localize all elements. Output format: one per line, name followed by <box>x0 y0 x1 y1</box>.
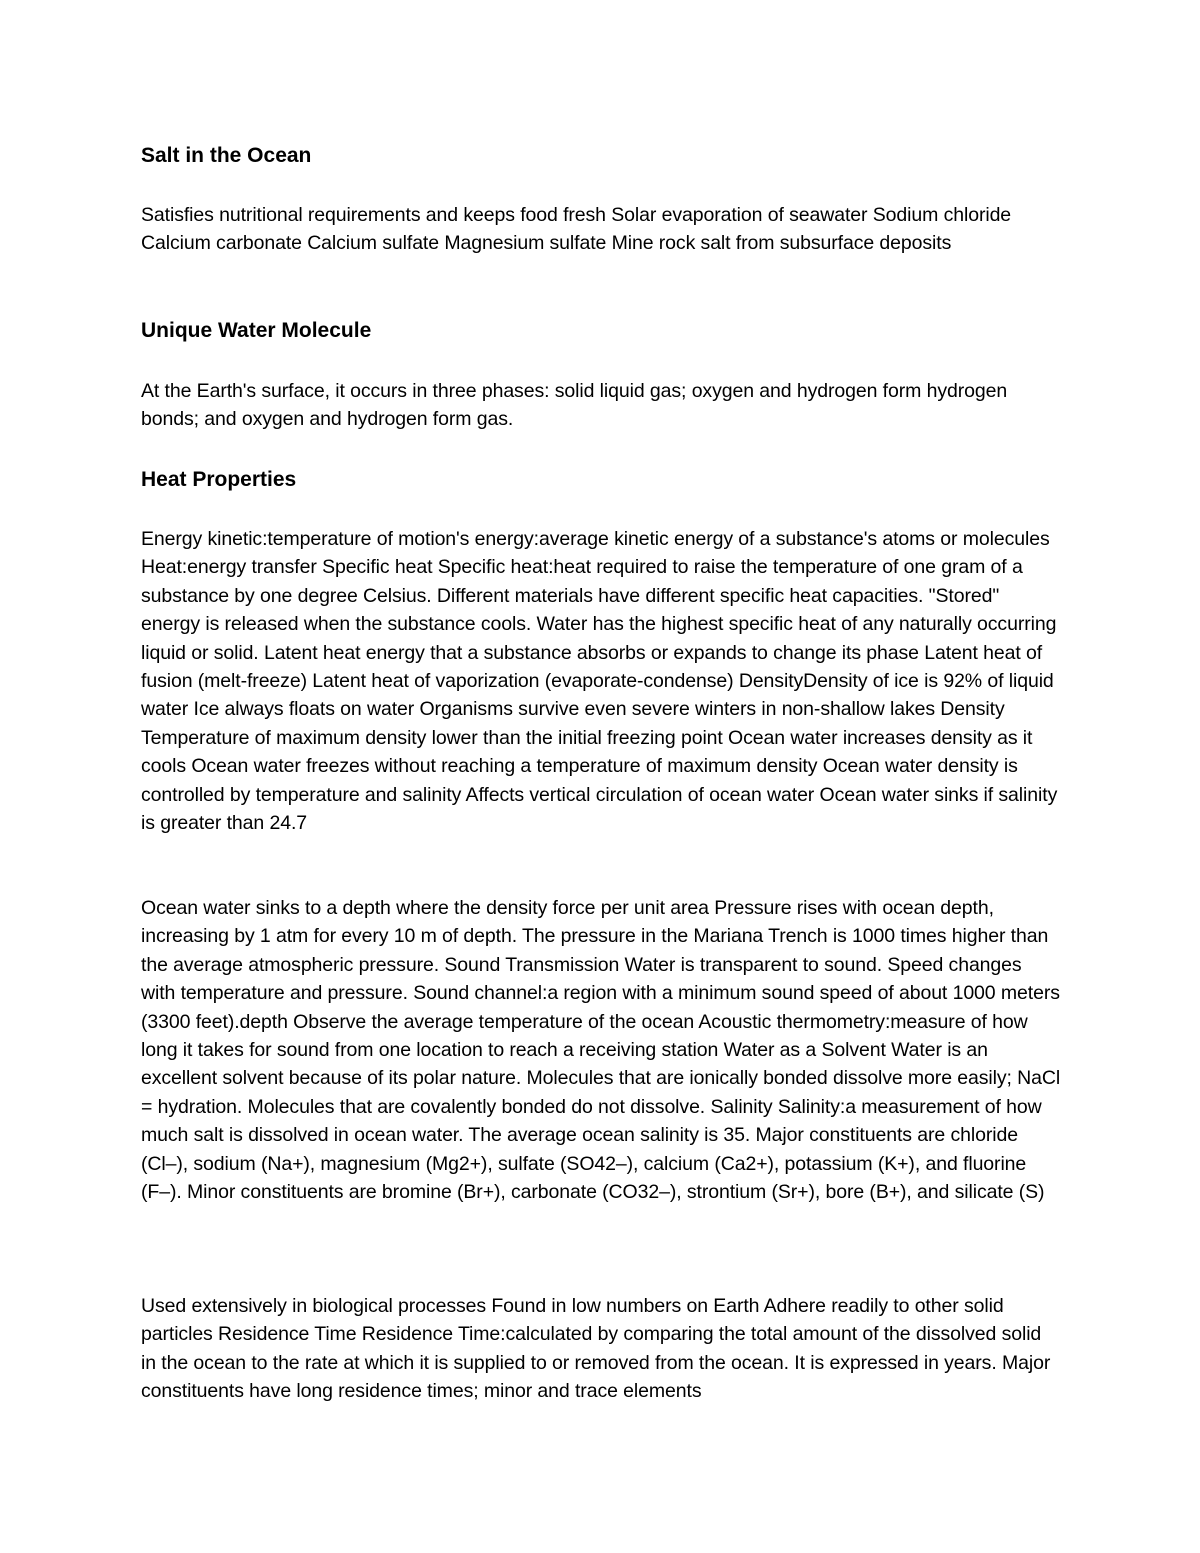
section-heading-heat-properties: Heat Properties <box>141 468 297 491</box>
paragraph-heat-properties-2: Ocean water sinks to a depth where the density force per unit area Pressure rises with ocean depth, increasing by 1 atm for every 10 m of depth. The pressure in the Mariana Trench is 1000 times higher than the average atmospheric pressure. Sound Transmission Water is transparent to sound. Speed changes with temperature and pressure. Sound channel:a region with a minimum sound speed of about 1000 meters (3300 feet).depth Observe the average temperature of the ocean Acoustic thermometry:measure of how long it takes for sound from one location to reach a receiving station Water as a Solvent Water is an excellent solvent because of its polar nature. Molecules that are ionically bonded dissolve more easily; NaCl = hydration. Molecules that are covalently bonded do not dissolve. Salinity Salinity:a measurement of how much salt is dissolved in ocean water. The average ocean salinity is 35. Major constituents are chloride (Cl–), sodium (Na+), magnesium (Mg2+), sulfate (SO42–), calcium (Ca2+), potassium (K+), and fluorine (F–). Minor constituents are bromine (Br+), carbonate (CO32–), strontium (Sr+), bore (B+), and silicate (S) <box>141 897 1061 1204</box>
section-heading-salt-in-the-ocean: Salt in the Ocean <box>141 144 312 167</box>
paragraph-heat-properties-3: Used extensively in biological processes Found in low numbers on Earth Adhere readily to other solid particles Residence Time Residence Time:calculated by comparing the total amount of the dissolved solid in the ocean to the rate at which it is supplied to or removed from the ocean. It is expressed in years. Major constituents have long residence times; minor and trace elements <box>141 1295 1051 1403</box>
paragraph-unique-water-molecule: At the Earth's surface, it occurs in three phases: solid liquid gas; oxygen and hydrogen form hydrogen bonds; and oxygen and hydrogen form gas. <box>141 380 1008 431</box>
paragraph-salt-in-the-ocean: Satisfies nutritional requirements and keeps food fresh Solar evaporation of seawater Sodium chloride Calcium carbonate Calcium sulfate Magnesium sulfate Mine rock salt from subsurface deposits <box>141 204 1012 255</box>
paragraph-heat-properties-1: Energy kinetic:temperature of motion's energy:average kinetic energy of a substance's atoms or molecules Heat:energy transfer Specific heat Specific heat:heat required to raise the temperature of one gram of a substance by one degree Celsius. Different materials have different specific heat capacities. "Stored" energy is released when the substance cools. Water has the highest specific heat of any naturally occurring liquid or solid. Latent heat energy that a substance absorbs or expands to change its phase Latent heat of fusion (melt-freeze) Latent heat of vaporization (evaporate-condense) DensityDensity of ice is 92% of liquid water Ice always floats on water Organisms survive even severe winters in non-shallow lakes Density Temperature of maximum density lower than the initial freezing point Ocean water increases density as it cools Ocean water freezes without reaching a temperature of maximum density Ocean water density is controlled by temperature and salinity Affects vertical circulation of ocean water Ocean water sinks if salinity is greater than 24.7 <box>141 528 1058 835</box>
section-heading-unique-water-molecule: Unique Water Molecule <box>141 319 372 342</box>
